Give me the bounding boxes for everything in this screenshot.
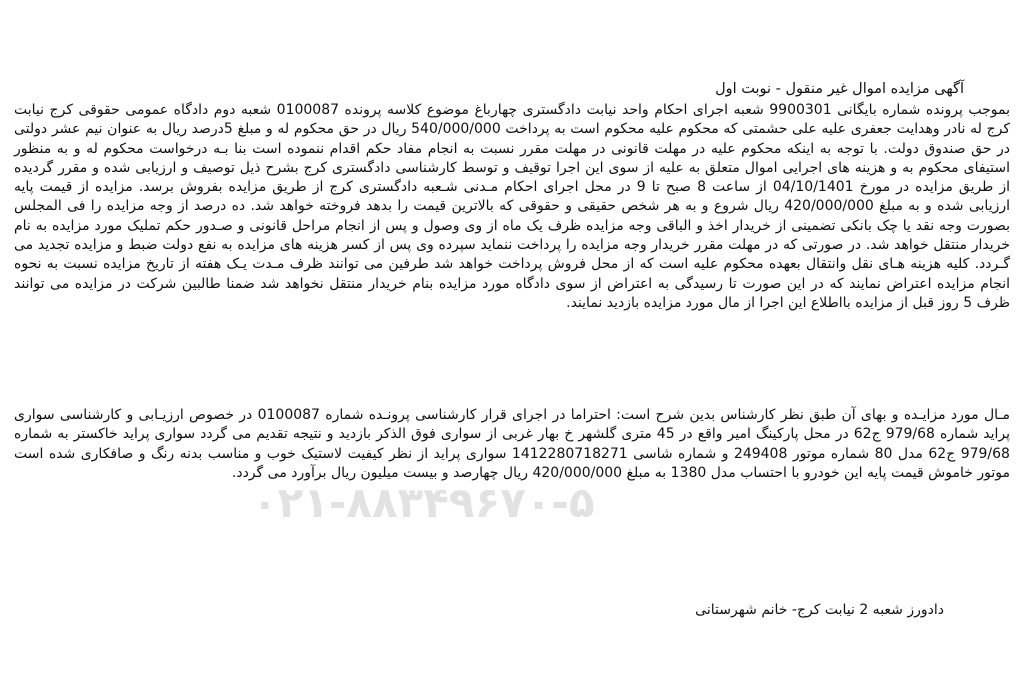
notice-paragraph-property: مـال مورد مزایـده و بهای آن طبق نظر کارشناس بدین شرح است: احتراما در اجرای قرار کارشناسی پرونـده شماره 0100087 در خصوص ارزیـابی و کارشناسی سواری پراید شماره 979/68 ج62 در محل پارکینگ امیر واقع در 45 متری گلشهر خ بهار غربی از سواری فوق الذکر بازدید و نتیجه تقدیم می گردد سواری پراید خاکستر به شماره 979/68 ج62 مدل 80 شماره موتور 249408 و شماره شاسی 1412280718271 سواری پراید از نظر کیفیت لاستیک خوب و مناسب بدنه رنگ و صافکاری شده است موتور خاموش قیمت پایه این خودرو با احتساب مدل 1380 به مبلغ 420/000/000 ریال چهارصد و بیست میلیون ریال برآورد می گردد. <box>14 407 1010 481</box>
phone-watermark: ۰۲۱-۸۸۳۴۹۶۷۰-۵ <box>252 478 595 527</box>
notice-paragraph-main: بموجب پرونده شماره بایگانی 9900301 شعبه اجرای احکام واحد نیابت دادگستری چهارباغ موضوع کلاسه پرونده 0100087 شعبه دوم دادگاه عمومی حقوقی کرج نیابت کرج له نادر وهدایت جعفری علیه علی حشمتی که محکوم علیه محکوم است به پرداخت 540/000/000 ریال در حق محکوم له و مبلغ 5درصد ریال به عنوان نیم عشر دولتی در حق صندوق دولت. با توجه به اینکه محکوم علیه در مهلت قانونی در مهلت مقرر نسبت به انجام مفاد حکم اقدام ننموده است بنا بـه درخواست محکوم له و به منظور استیفای محکوم به و هزینه های اجرایی اموال متعلق به علیه از سوی این اجرا توقیف و توسط کارشناسی دادگستری کرج بشرح ذیل توصیف و ارزیابی شده و مقرر گردیده از طریق مزایده در مورخ 04/10/1401 از ساعت 8 صبح تا 9 در محل اجرای احکام مـدنی شـعبه دادگستری کرج از طریق مزایده بفروش برسد. مزایده از قیمت پایه ارزیابی شده و به مبلغ 420/000/000 ریال شروع و به هر شخص حقیقی و حقوقی که بالاترین قیمت را بدهد فروخته خواهد شد. ده درصد از وجه مزایده را فی المجلس بصورت وجه نقد یا چک بانکی تضمینی از خریدار اخذ و الباقی وجه مزایده ظرف یک ماه از وی وصول و پس از انجام مراحل قانونی و صـدور حکم تملیک مورد مزایده به نام خریدار منتقل خواهد شد. در صورتی که در مهلت مقرر خریدار وجه مزایده را پرداخت ننماید سپرده وی پس از کسر هزینه های مزایده به نفع دولت ضبط و مزایده تجدید می گـردد. کلیه هزینه هـای نقل وانتقال بعهده محکوم علیه است که از محل فروش پرداخت خواهد شد طرفین می توانند ظرف مـدت یـک هفته از تاریخ مزایده نسبت به نحوه انجام مزایده اعتراض نمایند که در این صورت تا رسیدگی به اعتراض از سوی دادگاه مورد مزایده بنام خریدار منتقل نخواهد شد ضمنا طالبین شرکت در مزایده می توانند ظرف 5 روز قبل از مزایده بااطلاع این اجرا از مال مورد مزایده بازدید نمایند. <box>14 102 1011 311</box>
notice-signature: دادورز شعبه 2 نیابت کرج- خانم شهرستانی <box>695 602 944 618</box>
notice-title: آگهی مزایده اموال غیر منقول - نوبت اول <box>715 81 964 97</box>
